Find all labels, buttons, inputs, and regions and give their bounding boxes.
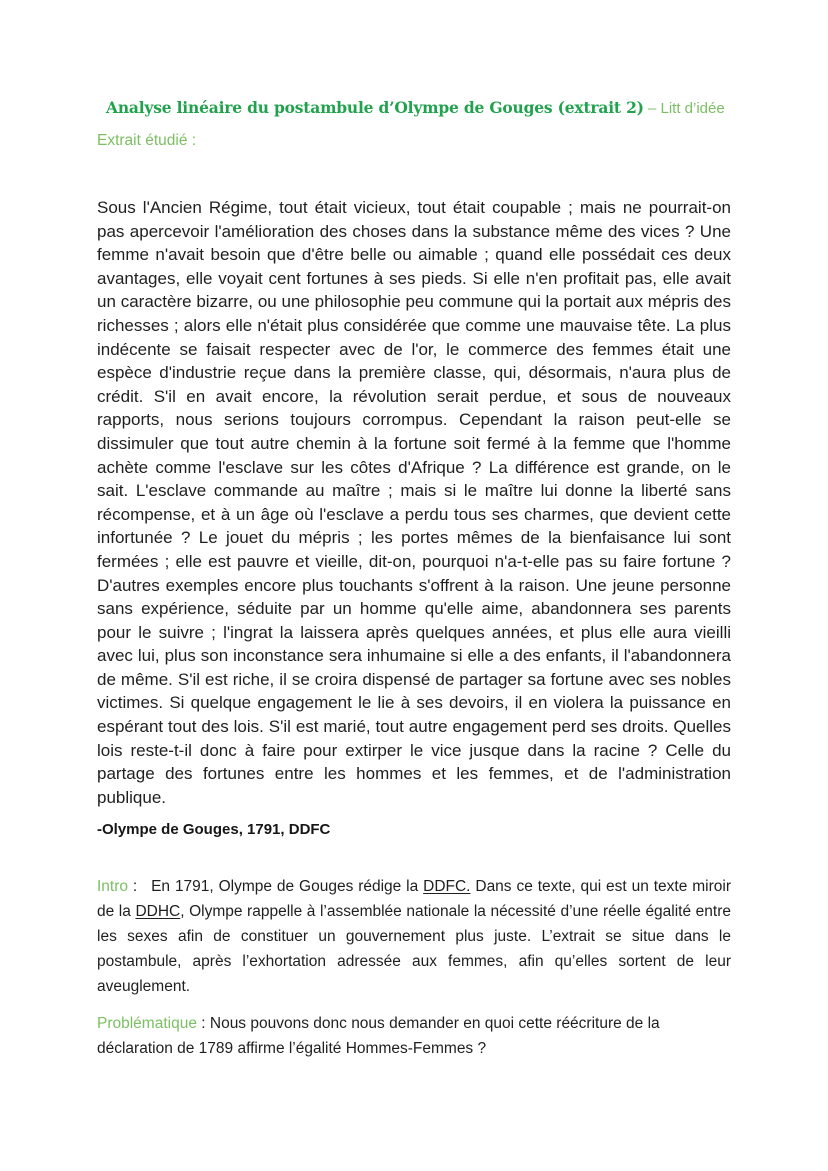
intro-colon: :: [128, 878, 143, 896]
extract-studied-label: Extrait étudié :: [97, 132, 197, 149]
page-title: Analyse linéaire du postambule d’Olympe de Gouges (extrait 2): [106, 98, 644, 117]
problematique-colon: :: [196, 1015, 210, 1033]
underlined-term: DDFC.: [423, 878, 471, 896]
intro-text: [97, 878, 731, 995]
problematique-label: Problématique: [97, 1015, 197, 1033]
attribution-line: -Olympe de Gouges, 1791, DDFC: [97, 821, 331, 839]
text-run: En 1791, Olympe de Gouges rédige la: [151, 878, 424, 896]
text-run: Dans ce texte, qui est un texte miroir de la: [97, 878, 731, 921]
document-title: [106, 98, 731, 118]
text-run: , Olympe rappelle à l’assemblée nationale la nécessité d’une réelle égalité entre les sexes afin de constituer un gouvernement plus juste. L’extrait se situe dans le postambule, après l’exhortation adressée aux femmes, afin qu’elles sortent de leur aveuglement.: [97, 903, 732, 996]
extract-text: Sous l'Ancien Régime, tout était vicieux, tout était coupable ; mais ne pourrait-on pas apercevoir l'amélioration des choses dans la substance même des vices ? Une femme n'avait besoin que d'être belle ou aimable ; quand elle possédait ces deux avantages, elle voyait cent fortunes à ses pieds. Si elle n'en profitait pas, elle avait un caractère bizarre, ou une philosophie peu commune qui la portait aux mépris des richesses ; alors elle n'était plus considérée que comme une mauvaise tête. La plus indécente se faisait respecter avec de l'or, le commerce des femmes était une espèce d'industrie reçue dans la première classe, qui, désormais, n'aura plus de crédit. S'il en avait encore, la révolution serait perdue, et sous de nouveaux rapports, nous serions toujours corrompus. Cependant la raison peut-elle se dissimuler que tout autre chemin à la fortune soit fermé à la femme que l'homme achète comme l'esclave sur les côtes d'Afrique ? La différence est grande, on le sait. L'esclave commande au maître ; mais si le maître lui donne la liberté sans récompense, et à un âge où l'esclave a perdu tous ses charmes, que devient cette infortunée ? Le jouet du mépris ; les portes mêmes de la bienfaisance lui sont fermées ; elle est pauvre et vieille, dit-on, pourquoi n'a-t-elle pas su faire fortune ? D'autres exemples encore plus touchants s'offrent à la raison. Une jeune personne sans expérience, séduite par un homme qu'elle aime, abandonnera ses parents pour le suivre ; l'ingrat la laissera après quelques années, et plus elle aura vieilli avec lui, plus son inconstance sera inhumaine si elle a des enfants, il l'abandonnera de même. S'il est riche, il se croira dispensé de partager sa fortune avec ses nobles victimes. Si quelque engagement le lie à ses devoirs, il en violera la puissance en espérant tout des lois. S'il est marié, tout autre engagement perd ses droits. Quelles lois reste-t-il donc à faire pour extirper le vice jusque dans la racine ? Celle du partage des fortunes entre les hommes et les femmes, et de l'administration publique.: [97, 198, 731, 807]
intro-paragraph: [97, 874, 731, 999]
problematique-paragraph: [97, 1011, 731, 1061]
intro-label: Intro: [97, 878, 129, 896]
underlined-term: DDHC: [135, 903, 181, 921]
page-title-suffix: – Litt d’idée: [643, 100, 725, 117]
problematique-text: Nous pouvons donc nous demander en quoi cette réécriture de la déclaration de 1789 affirme l’égalité Hommes-Femmes ?: [97, 1015, 660, 1058]
